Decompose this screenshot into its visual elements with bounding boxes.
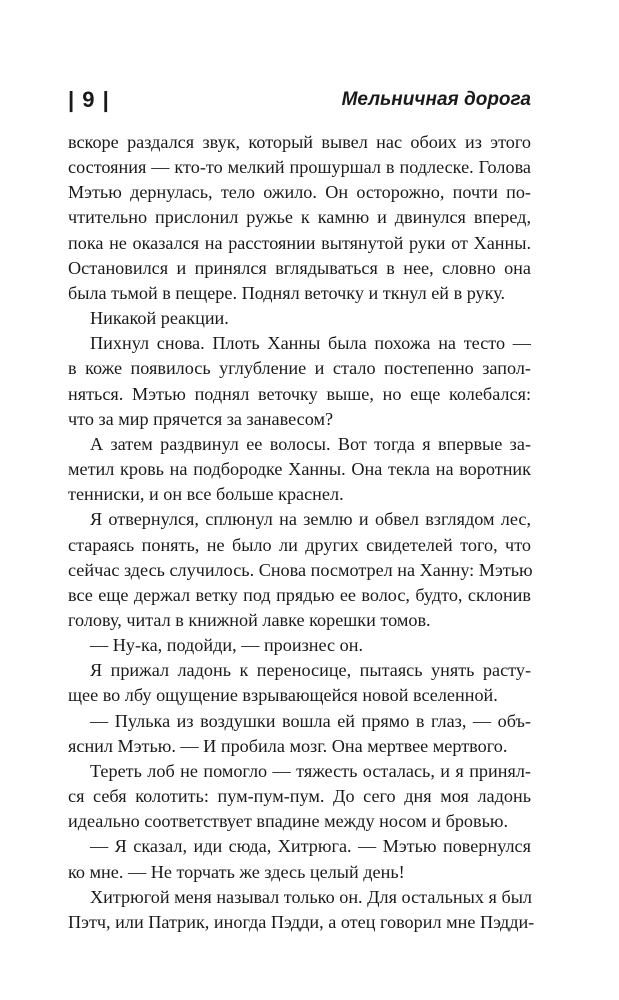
- text-line: щее во лбу ощущение взрывающейся новой вселенной.: [68, 685, 498, 706]
- body-text: [68, 130, 535, 935]
- text-line: сейчас здесь случилось. Снова посмотрел на Ханну: Мэтью: [68, 559, 533, 580]
- text-line: — Я сказал, иди сюда, Хитрюга. — Мэтью повернулся: [90, 836, 531, 857]
- text-line: чтительно прислонил ружье к камню и двинулся вперед,: [68, 207, 531, 228]
- text-line: голову, читал в книжной лавке корешки томов.: [68, 609, 431, 630]
- text-line: Остановился и принялся вглядываться в нее, словно она: [68, 257, 531, 278]
- page-number: | 9 |: [68, 87, 110, 112]
- text-line: Никакой реакции.: [90, 308, 229, 329]
- text-line: все еще держал ветку под прядью ее волос, будто, склонив: [68, 584, 531, 605]
- text-line: — Пулька из воздушки вошла ей прямо в глаз, — объ-: [90, 710, 531, 731]
- text-line: Я прижал ладонь к переносице, пытаясь унять расту-: [90, 660, 531, 681]
- text-line: Тереть лоб не помогло — тяжесть осталась, и я принял-: [90, 760, 531, 781]
- text-line: что за мир прячется за занавесом?: [68, 408, 334, 429]
- text-line: состояния — кто-то мелкий прошуршал в подлеске. Голова: [68, 157, 531, 178]
- text-line: стараясь понять, не было ли других свидетелей того, что: [68, 534, 531, 555]
- text-line: А затем раздвинул ее волосы. Вот тогда я впервые за-: [90, 433, 531, 454]
- text-line: ко мне. — Не торчать же здесь целый день!: [68, 861, 405, 882]
- text-line: вскоре раздался звук, который вывел нас обоих из этого: [68, 132, 531, 152]
- text-line: няться. Мэтью поднял веточку выше, но еще колебался:: [68, 383, 531, 404]
- text-line: пока не оказался на расстоянии вытянутой руки от Ханны.: [68, 232, 531, 253]
- text-line: Пэтч, или Патрик, иногда Пэдди, а отец говорил мне Пэдди-: [68, 911, 535, 932]
- text-line: Я отвернулся, сплюнул на землю и обвел взглядом лес,: [90, 509, 531, 530]
- text-line: метил кровь на подбородке Ханны. Она текла на воротник: [68, 459, 531, 480]
- text-line: яснил Мэтью. — И пробила мозг. Она мертвее мертвого.: [68, 735, 508, 756]
- page-header: [68, 84, 531, 116]
- text-line: была тьмой в пещере. Поднял веточку и ткнул ей в руку.: [68, 282, 506, 303]
- text-line: идеально соответствует впадине между носом и бровью.: [68, 811, 509, 832]
- text-line: в коже появилось углубление и стало постепенно запол-: [68, 358, 531, 379]
- text-line: Пихнул снова. Плоть Ханны была похожа на тесто —: [90, 333, 531, 354]
- text-line: Мэтью дернулась, тело ожило. Он осторожно, почти по-: [68, 182, 531, 203]
- text-line: тенниски, и он все больше краснел.: [68, 484, 344, 505]
- text-line: Хитрюгой меня называл только он. Для остальных я был: [90, 886, 532, 907]
- text-line: ся себя колотить: пум-пум-пум. До сего дня моя ладонь: [68, 786, 531, 807]
- running-title: Мельничная дорога: [341, 89, 531, 110]
- text-line: — Ну-ка, подойди, — произнес он.: [90, 635, 364, 656]
